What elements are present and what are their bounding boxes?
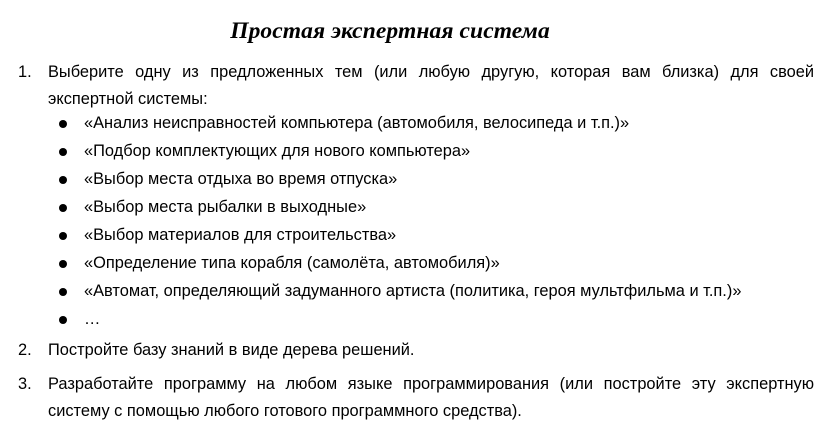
topic-label: «Выбор места отдыха во время отпуска»	[84, 170, 398, 188]
topic-label: «Автомат, определяющий задуманного артиста (политика, героя мультфильма и т.п.)»	[84, 282, 742, 300]
task-item-1	[18, 59, 814, 113]
bullet-icon	[59, 204, 67, 212]
bullet-icon	[59, 288, 67, 296]
document-title: Простая экспертная система	[230, 18, 550, 44]
task-number: 3.	[18, 375, 32, 393]
bullet-icon	[59, 232, 67, 240]
topic-label: «Выбор места рыбалки в выходные»	[84, 198, 367, 216]
bullet-icon	[59, 120, 67, 128]
task-number: 2.	[18, 341, 32, 359]
bullet-icon	[59, 316, 67, 324]
task-number: 1.	[18, 63, 32, 81]
topic-label: «Выбор материалов для строительства»	[84, 226, 397, 244]
bullet-icon	[59, 176, 67, 184]
task-text: Разработайте программу на любом языке программирования (или постройте эту экспертную систему с помощью любого готового программного средства).	[48, 375, 814, 420]
bullet-icon	[59, 148, 67, 156]
bullet-icon	[59, 260, 67, 268]
topic-label: …	[84, 310, 101, 328]
topic-label: «Определение типа корабля (самолёта, автомобиля)»	[84, 254, 500, 272]
topic-label: «Анализ неисправностей компьютера (автомобиля, велосипеда и т.п.)»	[84, 114, 630, 132]
topic-label: «Подбор комплектующих для нового компьютера»	[84, 142, 471, 160]
task-item-2	[18, 337, 814, 364]
task-text: Выберите одну из предложенных тем (или любую другую, которая вам близка) для своей экспертной системы:	[48, 63, 814, 108]
task-item-3	[18, 371, 814, 425]
task-text: Постройте базу знаний в виде дерева решений.	[48, 341, 415, 359]
